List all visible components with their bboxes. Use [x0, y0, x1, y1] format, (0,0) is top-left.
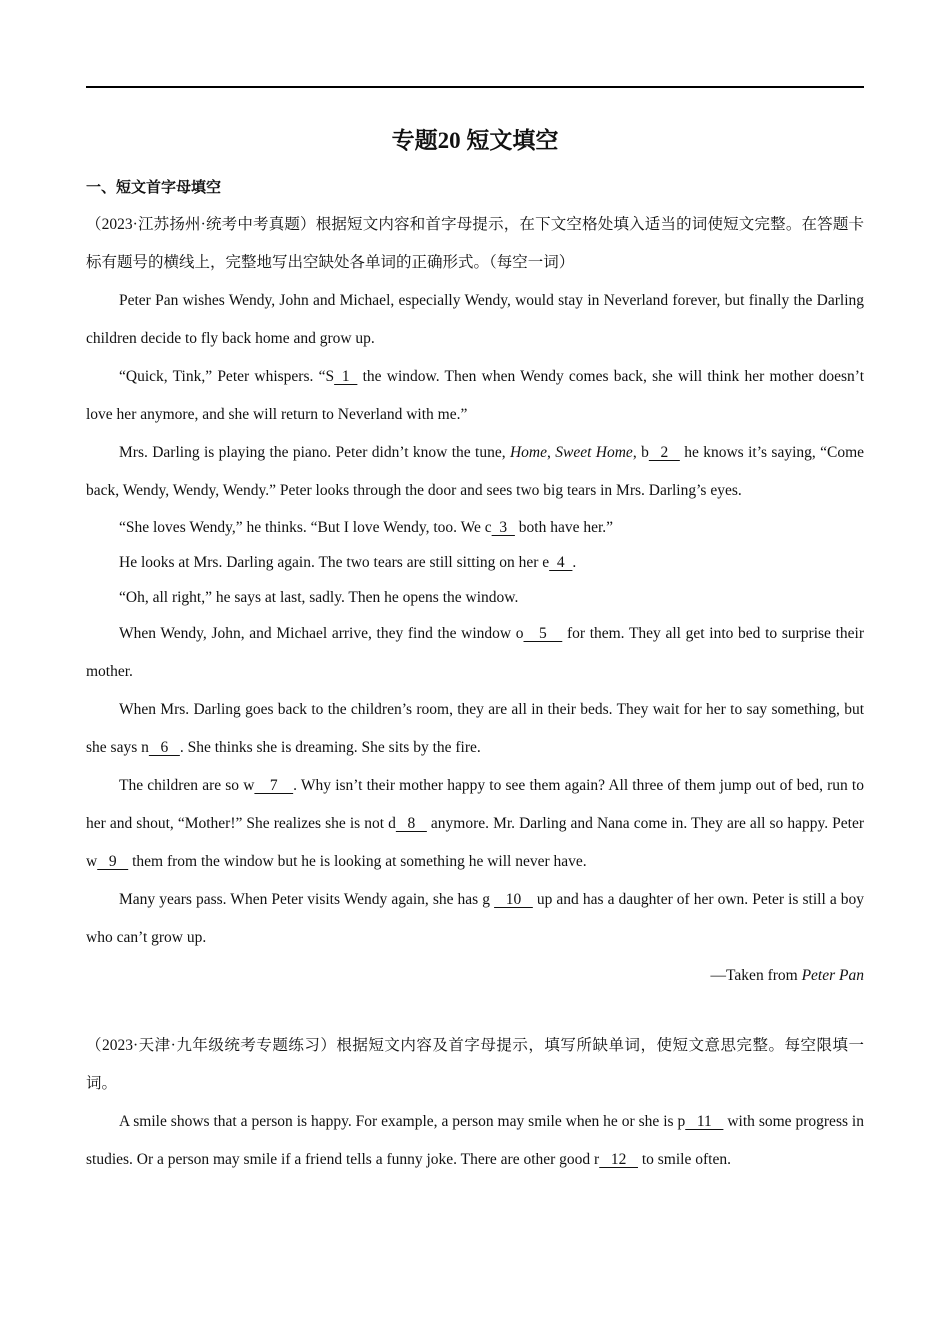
- passage-source: [86, 957, 864, 995]
- blank-9[interactable]: 9: [97, 853, 129, 870]
- text-segment: When Mrs. Darling goes back to the children’s room, they are all in their beds. They wait for her to say something, but she says n: [86, 701, 864, 756]
- passage-paragraph-1: Peter Pan wishes Wendy, John and Michael, especially Wendy, would stay in Neverland forever, but finally the Darling children decide to fly back home and grow up.: [86, 292, 864, 347]
- text-segment: both have her.”: [514, 519, 614, 536]
- exercise-instructions-2: （2023·天津·九年级统考专题练习）根据短文内容及首字母提示，填写所缺单词，使短文意思完整。每空限填一词。: [86, 1037, 864, 1092]
- blank-1[interactable]: 1: [334, 368, 358, 385]
- blank-10[interactable]: 10: [494, 891, 533, 908]
- text-segment: “Quick, Tink,” Peter whispers. “S: [119, 368, 335, 385]
- blank-11[interactable]: 11: [685, 1113, 724, 1130]
- text-segment: . Why isn’t their mother happy to see them again? All three of them jump out of bed, run to her and shout, “Mother!” She realizes she is not d: [86, 777, 864, 832]
- blank-7[interactable]: 7: [254, 777, 294, 794]
- passage-paragraph-9: [86, 767, 864, 881]
- text-segment: “She loves Wendy,” he thinks. “But I love Wendy, too. We c: [119, 519, 492, 536]
- song-title-word: Home: [509, 444, 547, 461]
- text-segment: Many years pass. When Peter visits Wendy again, she has g: [119, 891, 495, 908]
- section-heading: 一、短文首字母填空: [86, 178, 222, 196]
- passage-2-paragraph-1: [86, 1103, 864, 1179]
- text-segment: .: [572, 554, 577, 571]
- header-rule: [86, 86, 864, 88]
- blank-6[interactable]: 6: [148, 739, 180, 756]
- blank-8[interactable]: 8: [395, 815, 427, 832]
- text-segment: . She thinks she is dreaming. She sits by the fire.: [179, 739, 481, 756]
- passage-paragraph-3: [86, 434, 864, 510]
- blank-3[interactable]: 3: [491, 519, 515, 536]
- text-segment: When Wendy, John, and Michael arrive, they find the window o: [119, 625, 524, 642]
- text-segment: he knows it’s saying, “Come back, Wendy, Wendy, Wendy.” Peter looks through the door and sees two big tears in Mrs. Darling’s eyes.: [86, 444, 865, 499]
- text-segment: the window. Then when Wendy comes back, she will think her mother doesn’t love her anymore, and she will return to Neverland with me.”: [86, 368, 864, 423]
- passage-paragraph-5: [86, 545, 864, 580]
- passage-paragraph-7: [86, 615, 864, 691]
- blank-4[interactable]: 4: [549, 554, 573, 571]
- text-segment: them from the window but he is looking at something he will never have.: [128, 853, 587, 870]
- page-title: 专题20 短文填空: [391, 128, 559, 153]
- passage-paragraph-4: [86, 510, 864, 545]
- source-prefix: —Taken from: [710, 967, 802, 984]
- text-segment: ,: [547, 444, 556, 461]
- exercise-instructions: （2023·江苏扬州·统考中考真题）根据短文内容和首字母提示，在下文空格处填入适当的词使短文完整。在答题卡标有题号的横线上，完整地写出空缺处各单词的正确形式。（每空一词）: [86, 216, 864, 271]
- text-segment: He looks at Mrs. Darling again. The two tears are still sitting on her e: [119, 554, 550, 571]
- blank-12[interactable]: 12: [599, 1151, 638, 1168]
- text-segment: to smile often.: [637, 1151, 731, 1168]
- passage-paragraph-8: [86, 691, 864, 767]
- text-segment: for them. They all get into bed to surprise their mother.: [86, 625, 865, 680]
- passage-paragraph-10: [86, 881, 864, 957]
- text-segment: anymore. Mr. Darling and Nana come in. They are all so happy. Peter w: [86, 815, 864, 870]
- passage-paragraph-6: “Oh, all right,” he says at last, sadly. Then he opens the window.: [119, 589, 519, 606]
- text-segment: with some progress in studies. Or a person may smile if a friend tells a funny joke. There are other good r: [86, 1113, 864, 1168]
- blank-5[interactable]: 5: [523, 625, 563, 642]
- text-segment: up and has a daughter of her own. Peter is still a boy who can’t grow up.: [86, 891, 864, 946]
- text-segment: A smile shows that a person is happy. For example, a person may smile when he or she is p: [119, 1113, 686, 1130]
- document-page: [86, 122, 864, 1179]
- blank-2[interactable]: 2: [648, 444, 680, 461]
- passage-paragraph-2: [86, 358, 864, 434]
- source-title: Peter Pan: [801, 967, 864, 984]
- text-segment: , b: [632, 444, 649, 461]
- song-title-words: Sweet Home: [555, 444, 633, 461]
- text-segment: Mrs. Darling is playing the piano. Peter didn’t know the tune,: [119, 444, 510, 461]
- text-segment: The children are so w: [119, 777, 255, 794]
